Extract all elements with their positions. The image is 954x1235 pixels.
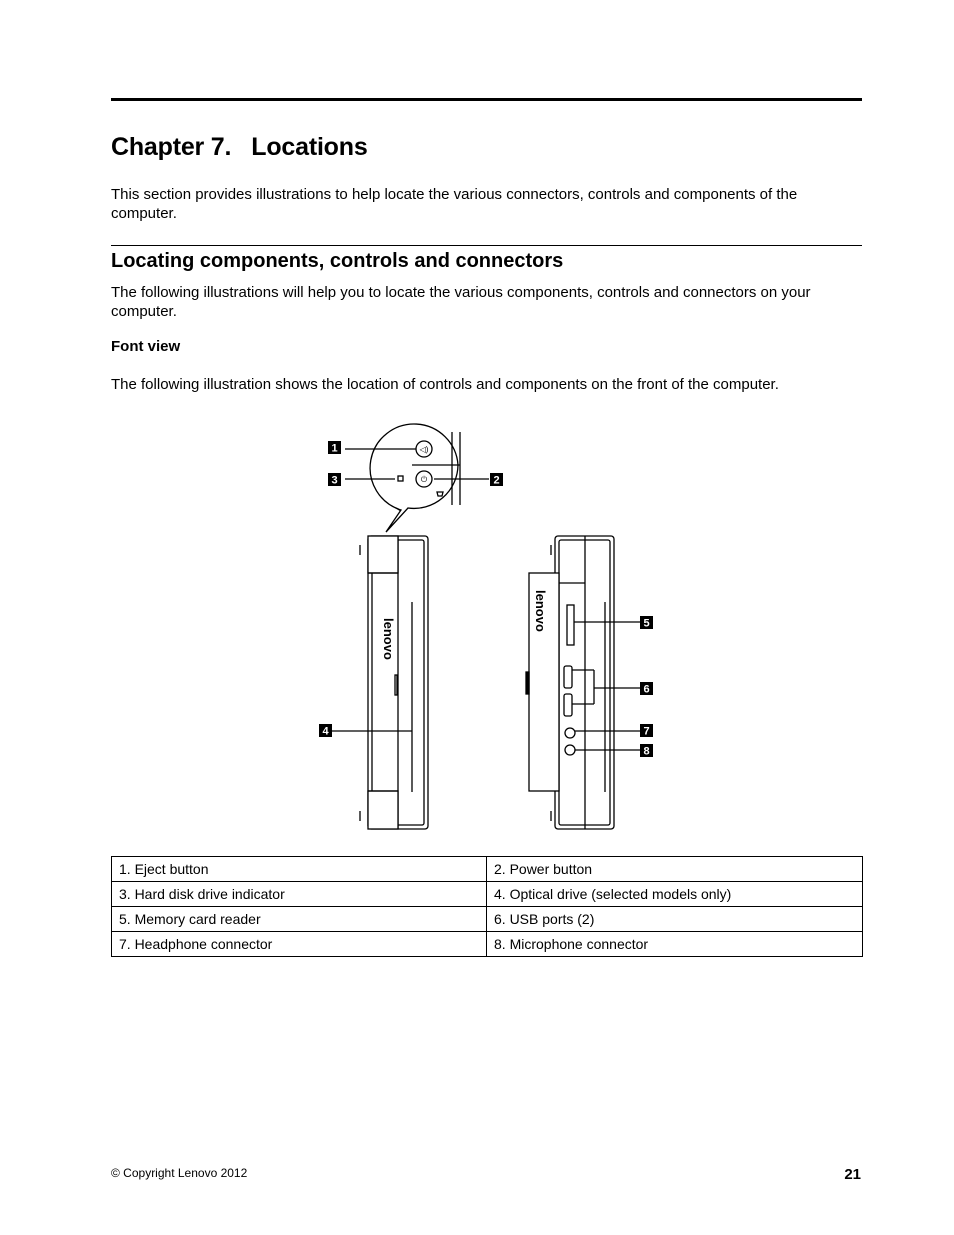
table-cell: 4. Optical drive (selected models only) bbox=[487, 882, 863, 907]
subsection-body: The following illustration shows the location of controls and components on the front of the computer. bbox=[111, 376, 779, 393]
chapter-number: Chapter 7. bbox=[111, 133, 232, 161]
logo-left: lenovo bbox=[381, 618, 396, 660]
svg-text:◁): ◁) bbox=[419, 445, 429, 454]
callout-8: 8 bbox=[643, 745, 650, 758]
table-cell: 6. USB ports (2) bbox=[487, 907, 863, 932]
table-row bbox=[112, 882, 863, 907]
section-body: The following illustrations will help you to locate the various components, controls and connectors on your computer. bbox=[111, 284, 811, 320]
front-view-illustration bbox=[300, 410, 670, 835]
logo-right: lenovo bbox=[533, 590, 548, 632]
callout-2: 2 bbox=[493, 474, 500, 487]
section-title: Locating components, controls and connectors bbox=[111, 250, 564, 272]
section-rule bbox=[111, 245, 862, 246]
callout-6: 6 bbox=[643, 683, 650, 696]
table-row bbox=[112, 932, 863, 957]
page-number: 21 bbox=[844, 1166, 861, 1183]
svg-text:⏻: ⏻ bbox=[420, 475, 428, 484]
chapter-title bbox=[111, 133, 368, 162]
callout-5: 5 bbox=[643, 617, 650, 630]
callout-3: 3 bbox=[331, 474, 338, 487]
chapter-top-rule bbox=[111, 98, 862, 101]
chapter-intro: This section provides illustrations to help locate the various connectors, controls and components of the computer. bbox=[111, 186, 798, 222]
callout-7: 7 bbox=[643, 725, 650, 738]
components-table bbox=[111, 856, 863, 957]
callout-1: 1 bbox=[331, 442, 338, 455]
table-cell: 2. Power button bbox=[487, 857, 863, 882]
table-cell: 5. Memory card reader bbox=[112, 907, 487, 932]
table-cell: 8. Microphone connector bbox=[487, 932, 863, 957]
chapter-name: Locations bbox=[251, 133, 368, 161]
copyright-footer: © Copyright Lenovo 2012 bbox=[111, 1166, 248, 1180]
table-row bbox=[112, 857, 863, 882]
subsection-title: Font view bbox=[111, 338, 181, 355]
table-row bbox=[112, 907, 863, 932]
table-cell: 3. Hard disk drive indicator bbox=[112, 882, 487, 907]
table-cell: 7. Headphone connector bbox=[112, 932, 487, 957]
table-cell: 1. Eject button bbox=[112, 857, 487, 882]
callout-4: 4 bbox=[322, 725, 329, 738]
